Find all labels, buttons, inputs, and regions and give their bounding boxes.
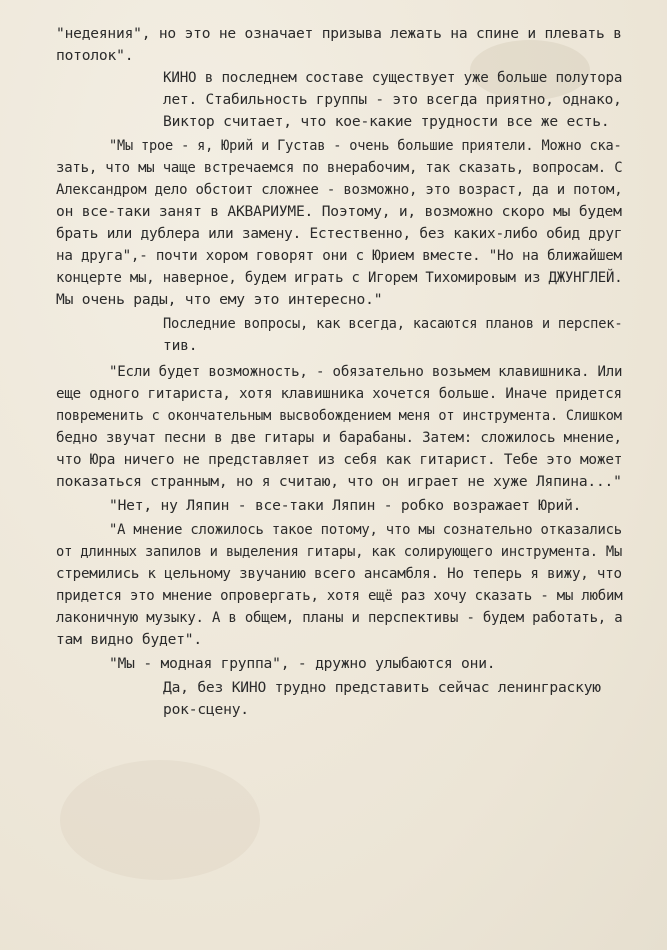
- text-line: что Юра ничего не представляет из себя как гитарист. Тебе это может: [56, 451, 623, 468]
- text-line: Виктор считает, что кое-какие трудности все же есть.: [163, 113, 610, 130]
- text-line: Мы очень рады, что ему это интересно.": [56, 291, 383, 308]
- text-line: бедно звучат песни в две гитары и барабаны. Затем: сложилось мнение,: [56, 429, 622, 446]
- text-line: тив.: [163, 337, 198, 354]
- text-line: там видно будет".: [56, 631, 202, 648]
- text-line: "недеяния", но это не означает призыва лежать на спине и плевать в: [56, 25, 622, 42]
- text-line: "Мы - модная группа", - дружно улыбаются они.: [109, 655, 496, 672]
- text-line: от длинных запилов и выделения гитары, как солирующего инструмента. Мы: [56, 543, 623, 560]
- text-line: "А мнение сложилось такое потому, что мы сознательно отказались: [109, 521, 622, 538]
- paper-stain: [60, 760, 260, 880]
- text-line: он все-таки занят в АКВАРИУМЕ. Поэтому, и, возможно скоро мы будем: [56, 203, 622, 220]
- text-line: потолок".: [56, 47, 134, 64]
- text-line: повременить с окончательным высвобождением меня от инструмента. Слишком: [56, 407, 622, 424]
- text-line: Последние вопросы, как всегда, касаются планов и перспек-: [163, 315, 623, 332]
- text-line: зать, что мы чаще встречаемся по внерабочим, так сказать, вопросам. С: [56, 159, 623, 176]
- text-line: придется это мнение опровергать, хотя ещё раз хочу сказать - мы любим: [56, 587, 623, 604]
- text-line: "Если будет возможность, - обязательно возьмем клавишника. Или: [109, 363, 623, 380]
- text-line: "Мы трое - я, Юрий и Густав - очень большие приятели. Можно ска-: [109, 137, 622, 154]
- text-line: показаться странным, но я считаю, что он играет не хуже Ляпина...": [56, 473, 622, 490]
- text-line: концерте мы, наверное, будем играть с Игорем Тихомировым из ДЖУНГЛЕЙ.: [56, 269, 623, 286]
- text-line: Да, без КИНО трудно представить сейчас ленинграскую: [163, 679, 601, 696]
- text-line: КИНО в последнем составе существует уже больше полутора: [163, 69, 623, 86]
- text-line: еще одного гитариста, хотя клавишника хочется больше. Иначе придется: [56, 385, 622, 402]
- text-line: на друга",- почти хором говорят они с Юрием вместе. "Но на ближайшем: [56, 247, 622, 264]
- text-line: лет. Стабильность группы - это всегда приятно, однако,: [163, 91, 622, 108]
- text-line: лаконичную музыку. А в общем, планы и перспективы - будем работать, а: [56, 609, 623, 626]
- text-line: Александром дело обстоит сложнее - возможно, это возраст, да и потом,: [56, 181, 623, 198]
- text-line: брать или дублера или замену. Естественно, без каких-либо обид друг: [56, 225, 623, 242]
- text-line: "Нет, ну Ляпин - все-таки Ляпин - робко возражает Юрий.: [109, 497, 582, 514]
- text-line: рок-сцену.: [163, 701, 249, 718]
- text-line: стремились к цельному звучанию всего ансамбля. Но теперь я вижу, что: [56, 565, 622, 582]
